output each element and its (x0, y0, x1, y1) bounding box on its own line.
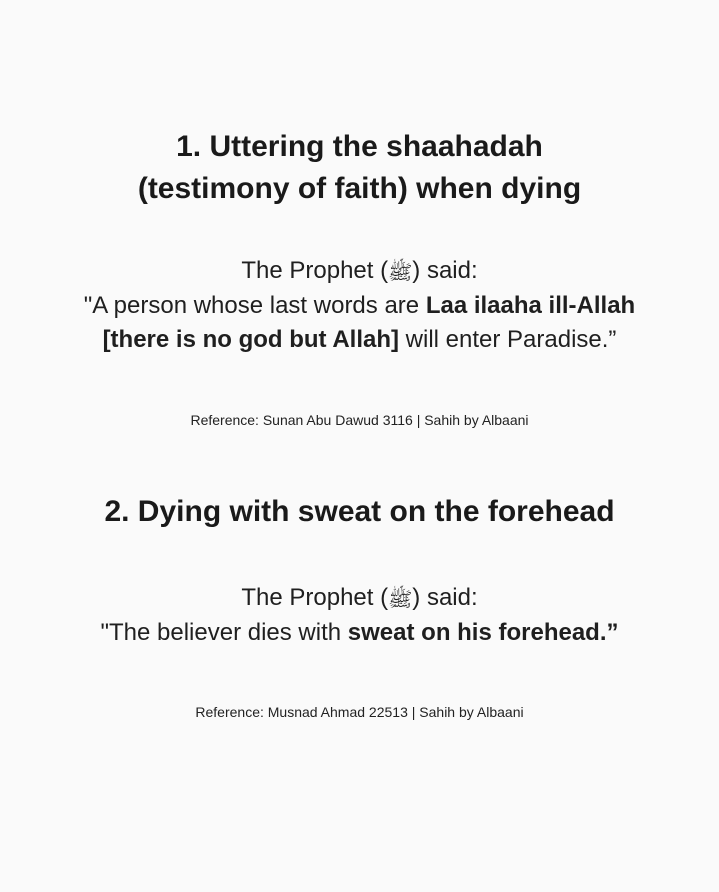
section-1-reference: Reference: Sunan Abu Dawud 3116 | Sahih by Albaani (190, 412, 529, 428)
section-2-heading-block (0, 491, 719, 533)
section-2-body (0, 581, 719, 650)
section-1-intro (0, 254, 719, 289)
section-1-quote-open: "A person whose last words are (83, 291, 426, 319)
honorific-glyph: ﷺ (388, 586, 413, 611)
section-1-heading (0, 126, 719, 210)
section-1-intro-pre: The Prophet ( (241, 257, 389, 284)
section-1-heading-line-2: (testimony of faith) when dying (137, 172, 582, 205)
section-2-reference-block (0, 702, 719, 722)
section-2-intro-pre: The Prophet ( (241, 584, 389, 611)
section-1-quote-close: will enter Paradise.” (399, 325, 617, 353)
section-2-quote-bold: sweat on his forehead.” (347, 618, 619, 646)
section-1-quote-line-1 (0, 289, 719, 323)
section-2-intro-post: ) said: (412, 584, 478, 611)
section-1-quote-bold-1: Laa ilaaha ill-Allah (425, 291, 636, 319)
section-2-quote (0, 616, 719, 650)
section-2-quote-open: "The believer dies with (100, 618, 348, 646)
section-2-reference: Reference: Musnad Ahmad 22513 | Sahih by Albaani (195, 704, 524, 720)
section-1-body (0, 254, 719, 357)
honorific-glyph: ﷺ (388, 259, 413, 284)
section-2-heading: 2. Dying with sweat on the forehead (104, 495, 615, 528)
section-1-quote-line-2 (0, 323, 719, 357)
section-2-intro (0, 581, 719, 616)
section-1-intro-post: ) said: (412, 257, 478, 284)
section-1-reference-block (0, 410, 719, 430)
section-1-heading-line-1: 1. Uttering the shaahadah (176, 130, 543, 163)
section-1-quote-bold-2: [there is no god but Allah] (102, 325, 399, 353)
